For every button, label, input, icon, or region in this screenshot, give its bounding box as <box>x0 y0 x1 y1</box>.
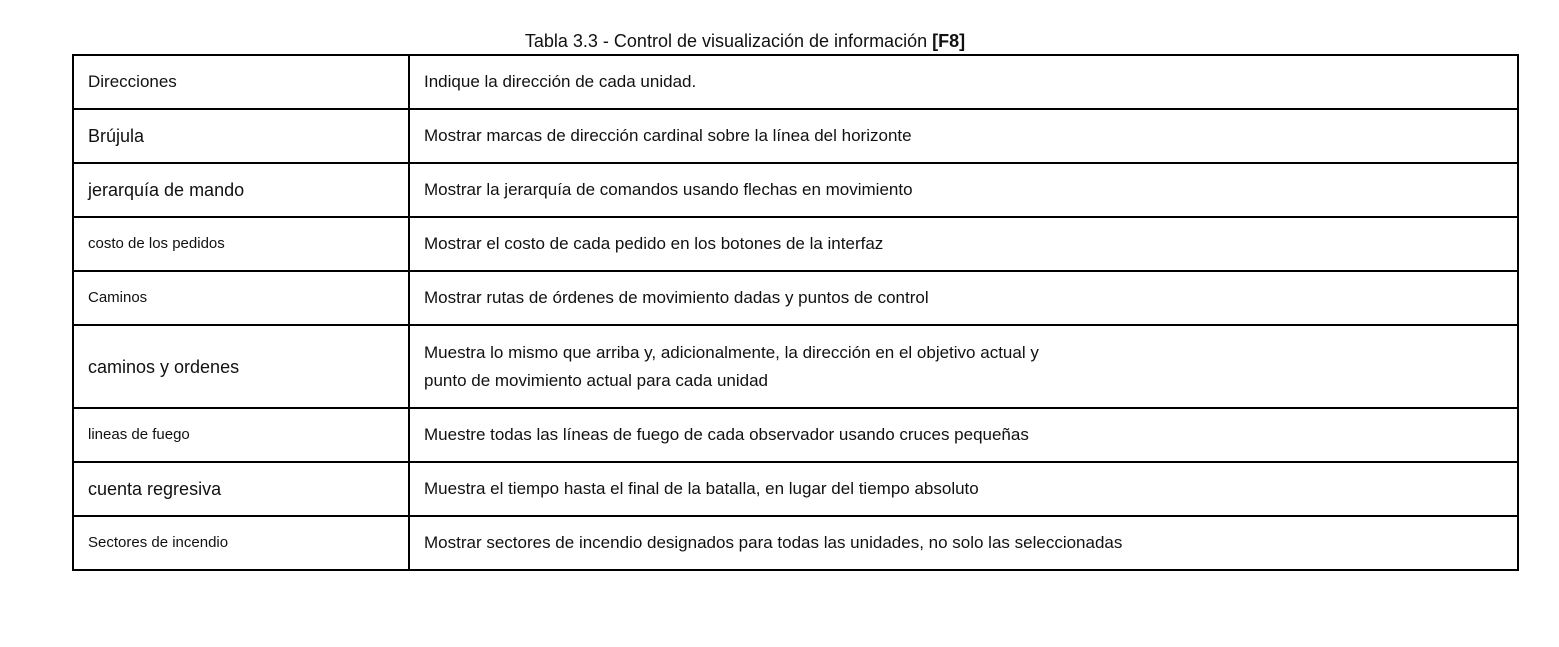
row-name: Sectores de incendio <box>73 516 409 570</box>
row-description-line: Muestra lo mismo que arriba y, adicionalmente, la dirección en el objetivo actual y <box>424 342 1039 362</box>
caption-key: [F8] <box>932 31 966 51</box>
row-description: Muestra el tiempo hasta el final de la batalla, en lugar del tiempo absoluto <box>409 462 1518 516</box>
row-description: Mostrar la jerarquía de comandos usando flechas en movimiento <box>409 163 1518 217</box>
caption-text: Tabla 3.3 - Control de visualización de información <box>524 31 928 51</box>
table-row <box>73 271 1518 325</box>
row-description: Mostrar rutas de órdenes de movimiento dadas y puntos de control <box>409 271 1518 325</box>
row-name: lineas de fuego <box>73 408 409 462</box>
table-caption <box>0 30 1490 52</box>
row-description: Mostrar marcas de dirección cardinal sobre la línea del horizonte <box>409 109 1518 163</box>
info-display-table <box>72 54 1519 571</box>
table-row <box>73 462 1518 516</box>
row-name: costo de los pedidos <box>73 217 409 271</box>
row-name: jerarquía de mando <box>73 163 409 217</box>
row-name: caminos y ordenes <box>73 325 409 408</box>
table-row <box>73 109 1518 163</box>
row-name: Brújula <box>73 109 409 163</box>
row-description: Indique la dirección de cada unidad. <box>409 55 1518 109</box>
table-row <box>73 217 1518 271</box>
row-name: Direcciones <box>73 55 409 109</box>
row-name: cuenta regresiva <box>73 462 409 516</box>
table-row <box>73 163 1518 217</box>
row-description-line: punto de movimiento actual para cada unidad <box>424 370 769 390</box>
row-description: Mostrar el costo de cada pedido en los botones de la interfaz <box>409 217 1518 271</box>
row-description <box>409 325 1518 408</box>
table-row <box>73 516 1518 570</box>
row-description: Mostrar sectores de incendio designados para todas las unidades, no solo las seleccionadas <box>409 516 1518 570</box>
row-name: Caminos <box>73 271 409 325</box>
row-description: Muestre todas las líneas de fuego de cada observador usando cruces pequeñas <box>409 408 1518 462</box>
table-row <box>73 55 1518 109</box>
table-row <box>73 325 1518 408</box>
table-row <box>73 408 1518 462</box>
